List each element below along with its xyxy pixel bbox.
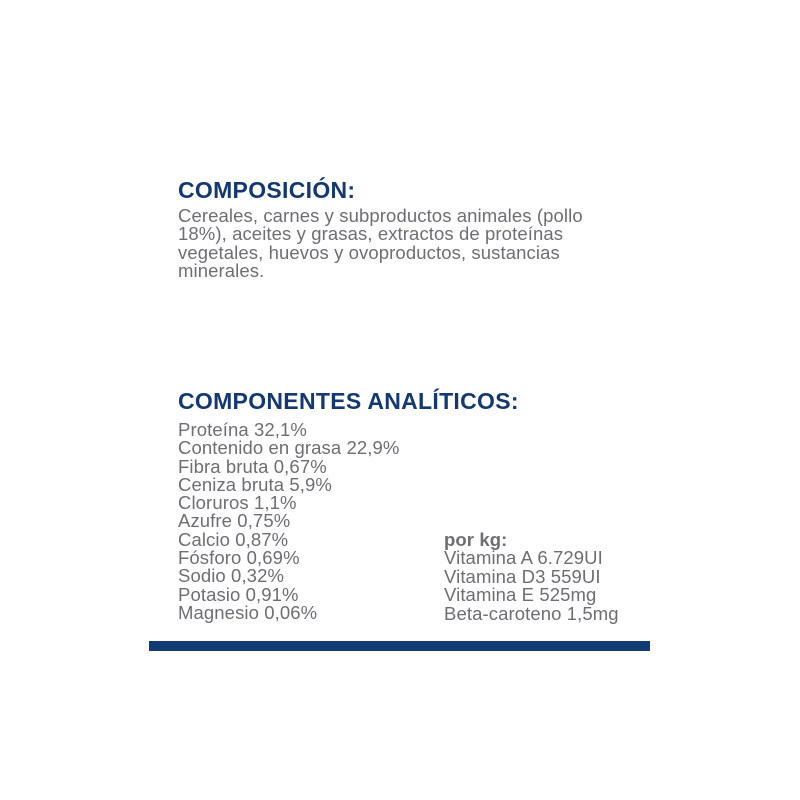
analytical-item: Ceniza bruta 5,9% (178, 473, 332, 495)
analytical-item: Contenido en grasa 22,9% (178, 437, 400, 459)
analytical-list (178, 421, 399, 622)
per-kg-item: Vitamina A 6.729UI (444, 547, 603, 569)
per-kg-label: por kg: (444, 529, 508, 550)
composition-line: minerales. (178, 260, 265, 282)
analytical-item: Fósforo 0,69% (178, 547, 300, 569)
per-kg-item: Vitamina D3 559UI (444, 565, 601, 587)
per-kg-item: Vitamina E 525mg (444, 584, 597, 606)
analytical-item: Cloruros 1,1% (178, 492, 297, 514)
per-kg-column (444, 531, 619, 623)
composition-heading: COMPOSICIÓN: (178, 177, 356, 203)
analytical-item: Azufre 0,75% (178, 510, 291, 532)
divider-bar (149, 641, 650, 651)
composition-line: Cereales, carnes y subproductos animales (pollo (178, 205, 583, 226)
analytical-item: Proteína 32,1% (178, 419, 307, 440)
analytical-item: Sodio 0,32% (178, 565, 285, 587)
composition-line: 18%), aceites y grasas, extractos de proteínas (178, 223, 564, 245)
per-kg-item: Beta-caroteno 1,5mg (444, 602, 619, 624)
composition-line: vegetales, huevos y ovoproductos, sustancias (178, 241, 560, 263)
composition-text (178, 207, 583, 281)
analytical-item: Fibra bruta 0,67% (178, 455, 327, 477)
analytical-heading: COMPONENTES ANALÍTICOS: (178, 388, 519, 414)
analytical-item: Potasio 0,91% (178, 583, 299, 605)
analytical-item: Calcio 0,87% (178, 528, 289, 550)
analytical-item: Magnesio 0,06% (178, 601, 318, 623)
